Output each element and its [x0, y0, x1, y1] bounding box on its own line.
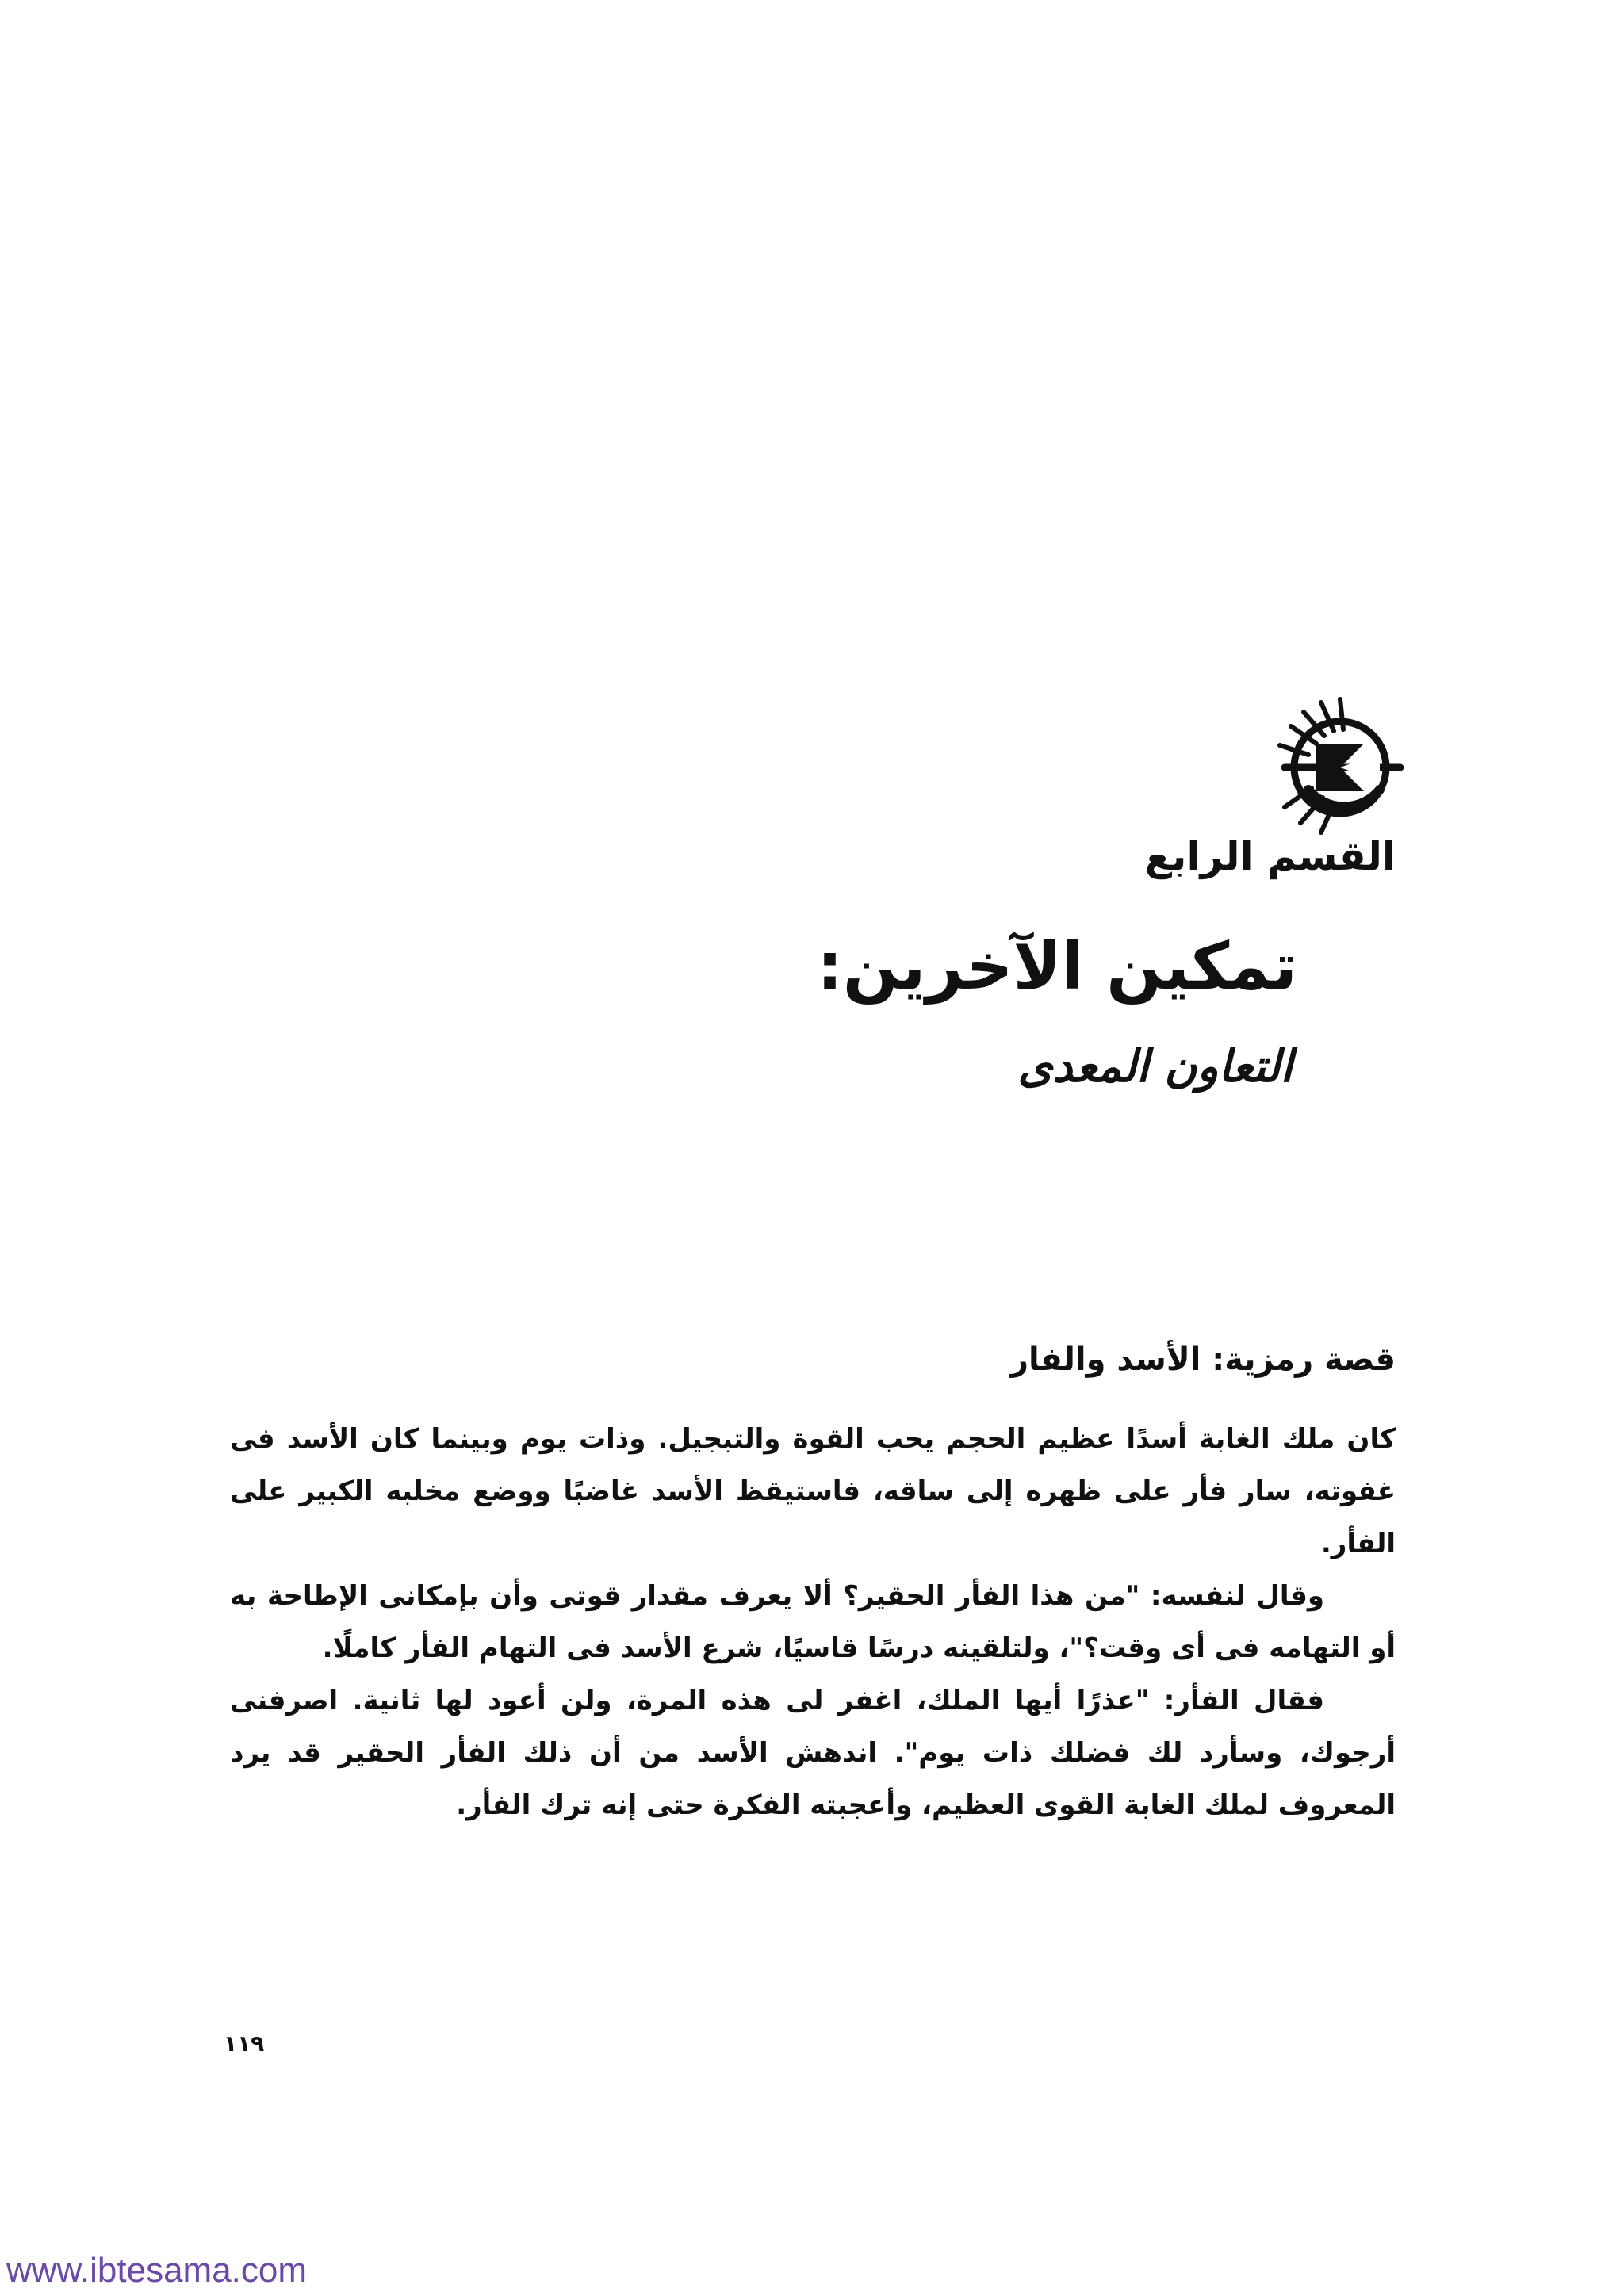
story-paragraph: وقال لنفسه: "من هذا الفأر الحقير؟ ألا يعرف مقدار قوتى وأن بإمكانى الإطاحة به أو التهامه فى أى وقت؟"، ولتلقينه درسًا قاسيًا، شرع الأسد فى التهام الفأر كاملًا. [230, 1580, 1396, 1664]
watermark-url: www.ibtesama.com [6, 2251, 308, 2290]
story-heading: قصة رمزية: الأسد والفار [1010, 1341, 1396, 1378]
story-paragraph: فقال الفأر: "عذرًا أيها الملك، اغفر لى هذه المرة، ولن أعود لها ثانية. اصرفنى أرجوك، وسأرد لك فضلك ذات يوم". اندهش الأسد من أن ذلك الفأر الحقير قد يرد المعروف لملك الغابة القوى العظيم، وأعجبته الفكرة حتى إنه ترك الفأر. [230, 1685, 1396, 1821]
story-paragraph: كان ملك الغابة أسدًا عظيم الحجم يحب القوة والتبجيل. وذات يوم وبينما كان الأسد فى غفوته، سار فأر على ظهره إلى ساقه، فاستيقظ الأسد غاضبًا ووضع مخلبه الكبير على الفأر. [230, 1423, 1396, 1559]
sunburst-emblem-icon [1261, 688, 1411, 839]
page-number: ١١٩ [224, 2030, 265, 2057]
section-label: القسم الرابع [1144, 833, 1396, 879]
chapter-title: تمكين الآخرين: [817, 929, 1297, 1004]
chapter-subtitle: التعاون المعدى [1017, 1040, 1293, 1093]
story-section [230, 1324, 1396, 1831]
